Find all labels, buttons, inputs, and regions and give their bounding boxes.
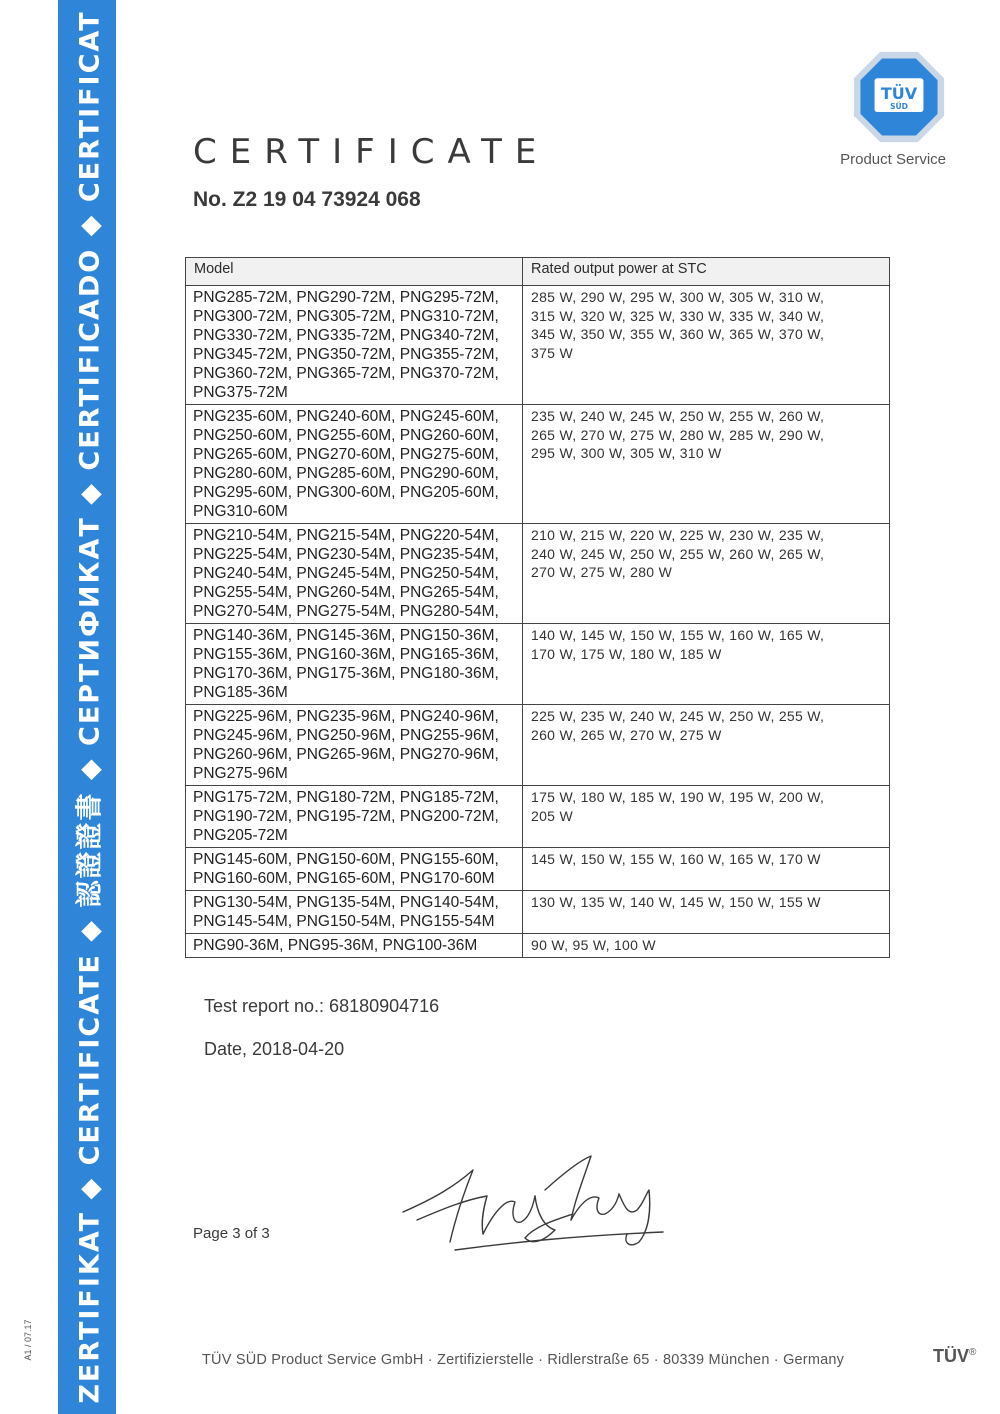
- power-cell: [523, 848, 890, 891]
- page-title: CERTIFICATE: [193, 132, 550, 172]
- table-body: [186, 286, 890, 958]
- model-line: PNG310-60M: [193, 503, 288, 520]
- model-cell: [186, 705, 523, 786]
- power-line: 210 W, 215 W, 220 W, 225 W, 230 W, 235 W,: [531, 527, 825, 543]
- power-line: 285 W, 290 W, 295 W, 300 W, 305 W, 310 W,: [531, 289, 825, 305]
- model-line: PNG235-60M, PNG240-60M, PNG245-60M,: [193, 408, 499, 425]
- power-cell: [523, 286, 890, 405]
- model-line: PNG190-72M, PNG195-72M, PNG200-72M,: [193, 808, 499, 825]
- power-line: 170 W, 175 W, 180 W, 185 W: [531, 645, 722, 662]
- footer-mark-registered: ®: [969, 1347, 977, 1358]
- table-row: [186, 286, 890, 405]
- model-line: PNG240-54M, PNG245-54M, PNG250-54M,: [193, 565, 499, 582]
- model-line: PNG160-60M, PNG165-60M, PNG170-60M: [193, 870, 495, 887]
- power-line: 140 W, 145 W, 150 W, 155 W, 160 W, 165 W,: [531, 627, 825, 643]
- power-line: 240 W, 245 W, 250 W, 255 W, 260 W, 265 W,: [531, 545, 825, 562]
- power-line: 175 W, 180 W, 185 W, 190 W, 195 W, 200 W,: [531, 789, 825, 805]
- model-line: PNG140-36M, PNG145-36M, PNG150-36M,: [193, 627, 499, 644]
- power-line: 375 W: [531, 344, 573, 361]
- table-row: [186, 705, 890, 786]
- model-line: PNG145-60M, PNG150-60M, PNG155-60M,: [193, 851, 499, 868]
- side-band-text: ZERTIFIKAT ◆ CERTIFICATE ◆ 認證證書 ◆ СЕРТИФИКАТ ◆ CERTIFICADO ◆ CERTIFICAT: [74, 10, 106, 1404]
- power-cell: [523, 934, 890, 958]
- logo-text: TÜV: [880, 83, 918, 103]
- power-line: 295 W, 300 W, 305 W, 310 W: [531, 445, 722, 461]
- footer-address: TÜV SÜD Product Service GmbH · Zertifizierstelle · Ridlerstraße 65 · 80339 München · Germany: [202, 1352, 845, 1368]
- model-cell: [186, 624, 523, 705]
- power-line: 315 W, 320 W, 325 W, 330 W, 335 W, 340 W,: [531, 307, 825, 324]
- page-number: Page 3 of 3: [193, 1225, 270, 1242]
- table-row: [186, 848, 890, 891]
- model-line: PNG255-54M, PNG260-54M, PNG265-54M,: [193, 584, 499, 601]
- tuv-sud-logo-icon: [852, 50, 946, 144]
- model-cell: [186, 405, 523, 524]
- power-line: 130 W, 135 W, 140 W, 145 W, 150 W, 155 W: [531, 894, 821, 910]
- table-row: [186, 405, 890, 524]
- model-line: PNG245-96M, PNG250-96M, PNG255-96M,: [193, 727, 499, 744]
- model-line: PNG210-54M, PNG215-54M, PNG220-54M,: [193, 527, 499, 544]
- table-row: [186, 891, 890, 934]
- table-header-row: [186, 258, 890, 286]
- power-line: 225 W, 235 W, 240 W, 245 W, 250 W, 255 W,: [531, 708, 825, 724]
- power-line: 145 W, 150 W, 155 W, 160 W, 165 W, 170 W: [531, 851, 821, 867]
- power-cell: [523, 705, 890, 786]
- certificate-number: No. Z2 19 04 73924 068: [193, 188, 421, 211]
- footer-tuv-mark: [933, 1346, 976, 1367]
- power-line: 90 W, 95 W, 100 W: [531, 937, 656, 953]
- model-line: PNG250-60M, PNG255-60M, PNG260-60M,: [193, 427, 499, 444]
- power-line: 235 W, 240 W, 245 W, 250 W, 255 W, 260 W,: [531, 408, 825, 424]
- power-cell: [523, 405, 890, 524]
- model-line: PNG130-54M, PNG135-54M, PNG140-54M,: [193, 894, 499, 911]
- column-header-power: Rated output power at STC: [523, 258, 890, 286]
- power-line: 205 W: [531, 807, 573, 824]
- table-row: [186, 624, 890, 705]
- model-cell: [186, 934, 523, 958]
- power-line: 260 W, 265 W, 270 W, 275 W: [531, 726, 722, 743]
- model-line: PNG225-54M, PNG230-54M, PNG235-54M,: [193, 546, 499, 563]
- model-cell: [186, 848, 523, 891]
- model-line: PNG260-96M, PNG265-96M, PNG270-96M,: [193, 746, 499, 763]
- power-cell: [523, 524, 890, 624]
- model-power-table: [185, 257, 890, 958]
- model-line: PNG175-72M, PNG180-72M, PNG185-72M,: [193, 789, 499, 806]
- model-line: PNG275-96M: [193, 765, 288, 782]
- test-report-number: Test report no.: 68180904716: [204, 996, 440, 1016]
- model-line: PNG360-72M, PNG365-72M, PNG370-72M,: [193, 365, 499, 382]
- table-row: [186, 524, 890, 624]
- model-cell: [186, 891, 523, 934]
- form-code: A1 / 07.17: [23, 1319, 33, 1361]
- model-line: PNG145-54M, PNG150-54M, PNG155-54M: [193, 913, 495, 930]
- logo-caption: Product Service: [840, 151, 946, 168]
- model-line: PNG225-96M, PNG235-96M, PNG240-96M,: [193, 708, 499, 725]
- model-line: PNG295-60M, PNG300-60M, PNG205-60M,: [193, 484, 499, 501]
- power-line: 345 W, 350 W, 355 W, 360 W, 365 W, 370 W,: [531, 326, 825, 342]
- model-cell: [186, 524, 523, 624]
- logo-subtext: SÜD: [890, 102, 908, 112]
- power-line: 270 W, 275 W, 280 W: [531, 564, 673, 580]
- power-cell: [523, 624, 890, 705]
- power-cell: [523, 786, 890, 848]
- model-cell: [186, 286, 523, 405]
- model-line: PNG280-60M, PNG285-60M, PNG290-60M,: [193, 465, 499, 482]
- power-cell: [523, 891, 890, 934]
- model-line: PNG170-36M, PNG175-36M, PNG180-36M,: [193, 665, 499, 682]
- model-line: PNG185-36M: [193, 684, 288, 701]
- footer-mark-text: TÜV: [933, 1346, 969, 1366]
- model-line: PNG90-36M, PNG95-36M, PNG100-36M: [193, 937, 478, 954]
- model-line: PNG265-60M, PNG270-60M, PNG275-60M,: [193, 446, 499, 463]
- signature-icon: [395, 1150, 675, 1255]
- model-line: PNG330-72M, PNG335-72M, PNG340-72M,: [193, 327, 499, 344]
- model-line: PNG205-72M: [193, 827, 288, 844]
- column-header-model: Model: [186, 258, 523, 286]
- model-cell: [186, 786, 523, 848]
- model-line: PNG375-72M: [193, 384, 288, 401]
- certificate-date: Date, 2018-04-20: [204, 1039, 345, 1059]
- model-line: PNG155-36M, PNG160-36M, PNG165-36M,: [193, 646, 499, 663]
- model-line: PNG285-72M, PNG290-72M, PNG295-72M,: [193, 289, 499, 306]
- model-line: PNG345-72M, PNG350-72M, PNG355-72M,: [193, 346, 499, 363]
- power-line: 265 W, 270 W, 275 W, 280 W, 285 W, 290 W,: [531, 426, 825, 443]
- table-row: [186, 934, 890, 958]
- table-row: [186, 786, 890, 848]
- model-line: PNG270-54M, PNG275-54M, PNG280-54M,: [193, 603, 499, 620]
- model-line: PNG300-72M, PNG305-72M, PNG310-72M,: [193, 308, 499, 325]
